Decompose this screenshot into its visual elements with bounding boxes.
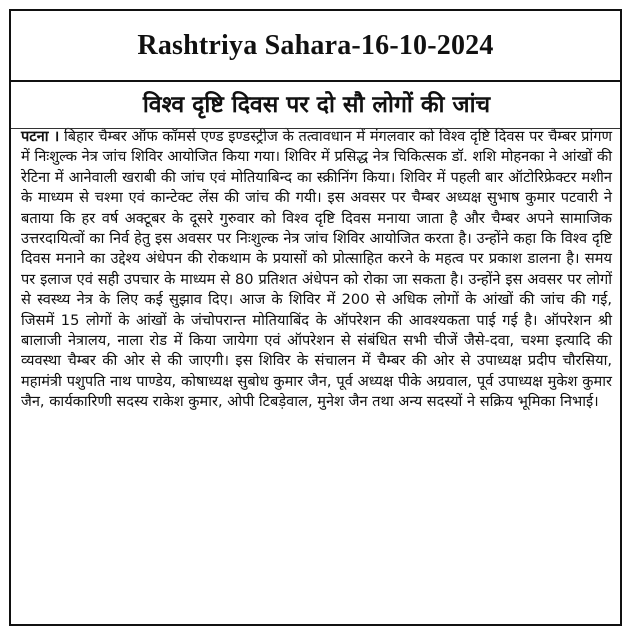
headline-divider (11, 128, 620, 129)
article-body-text: बिहार चैम्बर ऑफ कॉमर्स एण्ड इण्डस्ट्रीज के तत्वावधान में मंगलवार को विश्व दृष्टि दिवस पर चैम्बर प्रांगण में निःशुल्क नेत्र जांच शिविर आयोजित किया गया। शिविर में प्रसिद्ध नेत्र चिकित्सक डॉ. शशि मोहनका ने आंखों की रेटिना में आनेवाली खराबी की जांच एवं मोतियाबिन्द का स्क्रीनिंग किया। शिविर में पहली बार ऑटोरिफ्रेक्टर मशीन के माध्यम से चश्मा एवं कान्टेक्ट लेंस की जांच की गयी। इस अवसर पर चैम्बर अध्यक्ष सुभाष कुमार पटवारी ने बताया कि हर वर्ष अक्टूबर के दूसरे गुरुवार को विश्व दृष्टि दिवस मनाया जाता है और चैम्बर अपने सामाजिक उत्तरदायित्वों का निर्व हेतु इस अवसर पर निःशुल्क नेत्र जांच शिविर आयोजित करता है। उन्होंने कहा कि विश्व दृष्टि दिवस मनाने का उद्देश्य अंधेपन की रोकथाम के प्रयासों को प्रोत्साहित करने के महत्व पर प्रकाश डालना है। समय पर इलाज एवं सही उपचार के माध्यम से 80 प्रतिशत अंधेपन को रोका जा सकता है। उन्होंने इस अवसर पर लोगों से स्वस्थ्य नेत्र के लिए कई सुझाव दिए। आज के शिविर में 200 से अधिक लोगों के आंखों की जांच की गई, जिसमें 15 लोगों के आंखों के जंचोपरान्त मोतियाबिंद के ऑपरेशन की आवश्यकता पाई गई है। ऑपरेशन श्री बालाजी नेत्रालय, नाला रोड में किया जायेगा एवं ऑपरेशन से संबंधित सभी चीजें जैसे-दवा, चश्मा इत्यादि की व्यवस्था चैम्बर की ओर से की जाएगी। इस शिविर के संचालन में चैम्बर की ओर से उपाध्यक्ष प्रदीप चौरसिया, महामंत्री पशुपति नाथ पाण्डेय, कोषाध्यक्ष सुबोध कुमार जैन, पूर्व अध्यक्ष पीके अग्रवाल, पूर्व उपाध्यक्ष मुकेश कुमार जैन, कार्यकारिणी सदस्य राकेश कुमार, ओपी टिबड़ेवाल, मुनेश जैन तथा अन्य सदस्यों ने सक्रिय भूमिका निभाई। (21, 128, 612, 411)
article (11, 84, 620, 413)
clipping-frame (9, 9, 622, 626)
source-title: Rashtriya Sahara-16-10-2024 (137, 29, 494, 61)
source-header (11, 11, 620, 82)
article-headline: विश्व दृष्टि दिवस पर दो सौ लोगों की जांच (142, 92, 491, 118)
article-body (21, 127, 612, 413)
article-dateline: पटना । (21, 128, 60, 145)
